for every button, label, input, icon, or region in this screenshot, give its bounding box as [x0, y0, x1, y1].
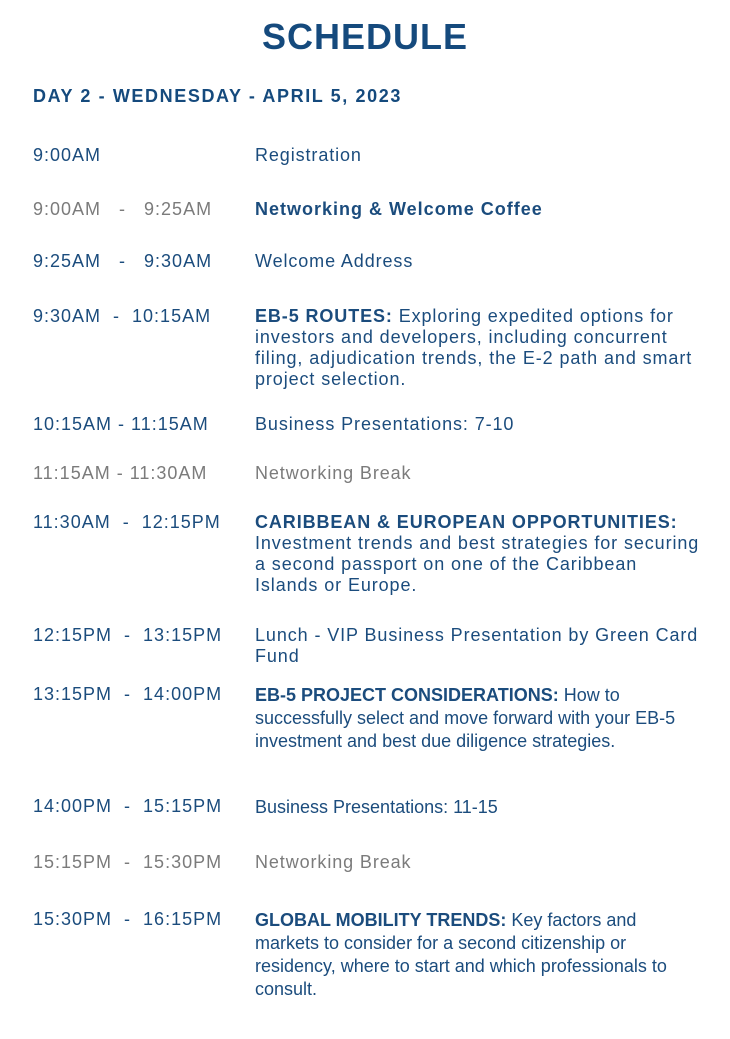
time-range: 13:15PM - 14:00PM: [33, 684, 223, 704]
session-description: [255, 684, 705, 753]
session-description: [255, 909, 705, 1001]
time-range: 11:15AM - 11:30AM: [33, 463, 208, 483]
session-description: [255, 306, 705, 390]
time-range: 12:15PM - 13:15PM: [33, 625, 223, 645]
time-range: 9:00AM - 9:25AM: [33, 199, 213, 219]
session-text: Networking Break: [255, 463, 412, 483]
session-description: [255, 625, 705, 667]
session-heading: GLOBAL MOBILITY TRENDS:: [255, 910, 507, 930]
session-heading: EB-5 ROUTES:: [255, 306, 393, 326]
session-text: Investment trends and best strategies for securing a second passport on one of the Caribbean Islands or Europe.: [255, 533, 700, 595]
day-heading: DAY 2 - WEDNESDAY - APRIL 5, 2023: [33, 86, 402, 106]
session-description: [255, 414, 705, 435]
session-description: [255, 251, 705, 272]
session-description: [255, 145, 705, 166]
time-range: 9:30AM - 10:15AM: [33, 306, 212, 326]
time-range: 10:15AM - 11:15AM: [33, 414, 209, 434]
session-text: Welcome Address: [255, 251, 414, 271]
session-text: Business Presentations: 7-10: [255, 414, 515, 434]
session-description: [255, 512, 705, 596]
time-range: 15:30PM - 16:15PM: [33, 909, 223, 929]
time-range: 14:00PM - 15:15PM: [33, 796, 223, 816]
session-description: [255, 463, 705, 484]
session-description: [255, 852, 705, 873]
session-text: Key factors and markets to consider for a second citizenship or residency, where to start and which professionals to consult.: [255, 910, 667, 999]
session-text: Networking Break: [255, 852, 412, 872]
session-heading: EB-5 PROJECT CONSIDERATIONS:: [255, 685, 559, 705]
session-description: [255, 796, 705, 819]
session-text: Lunch - VIP Business Presentation by Green Card Fund: [255, 625, 699, 666]
session-description: [255, 199, 705, 220]
session-text: Networking & Welcome Coffee: [255, 199, 543, 219]
time-range: 15:15PM - 15:30PM: [33, 852, 223, 872]
session-text: How to successfully select and move forward with your EB-5 investment and best due diligence strategies.: [255, 685, 676, 751]
page-title: SCHEDULE: [261, 16, 469, 57]
time-range: 9:00AM: [33, 145, 102, 165]
session-text: Registration: [255, 145, 362, 165]
time-range: 11:30AM - 12:15PM: [33, 512, 221, 532]
session-text: Exploring expedited options for investors and developers, including concurrent filing, adjudication trends, the E-2 path and smart project selection.: [255, 306, 693, 389]
session-text: Business Presentations: 11-15: [255, 797, 498, 817]
time-range: 9:25AM - 9:30AM: [33, 251, 213, 271]
session-heading: CARIBBEAN & EUROPEAN OPPORTUNITIES:: [255, 512, 678, 532]
